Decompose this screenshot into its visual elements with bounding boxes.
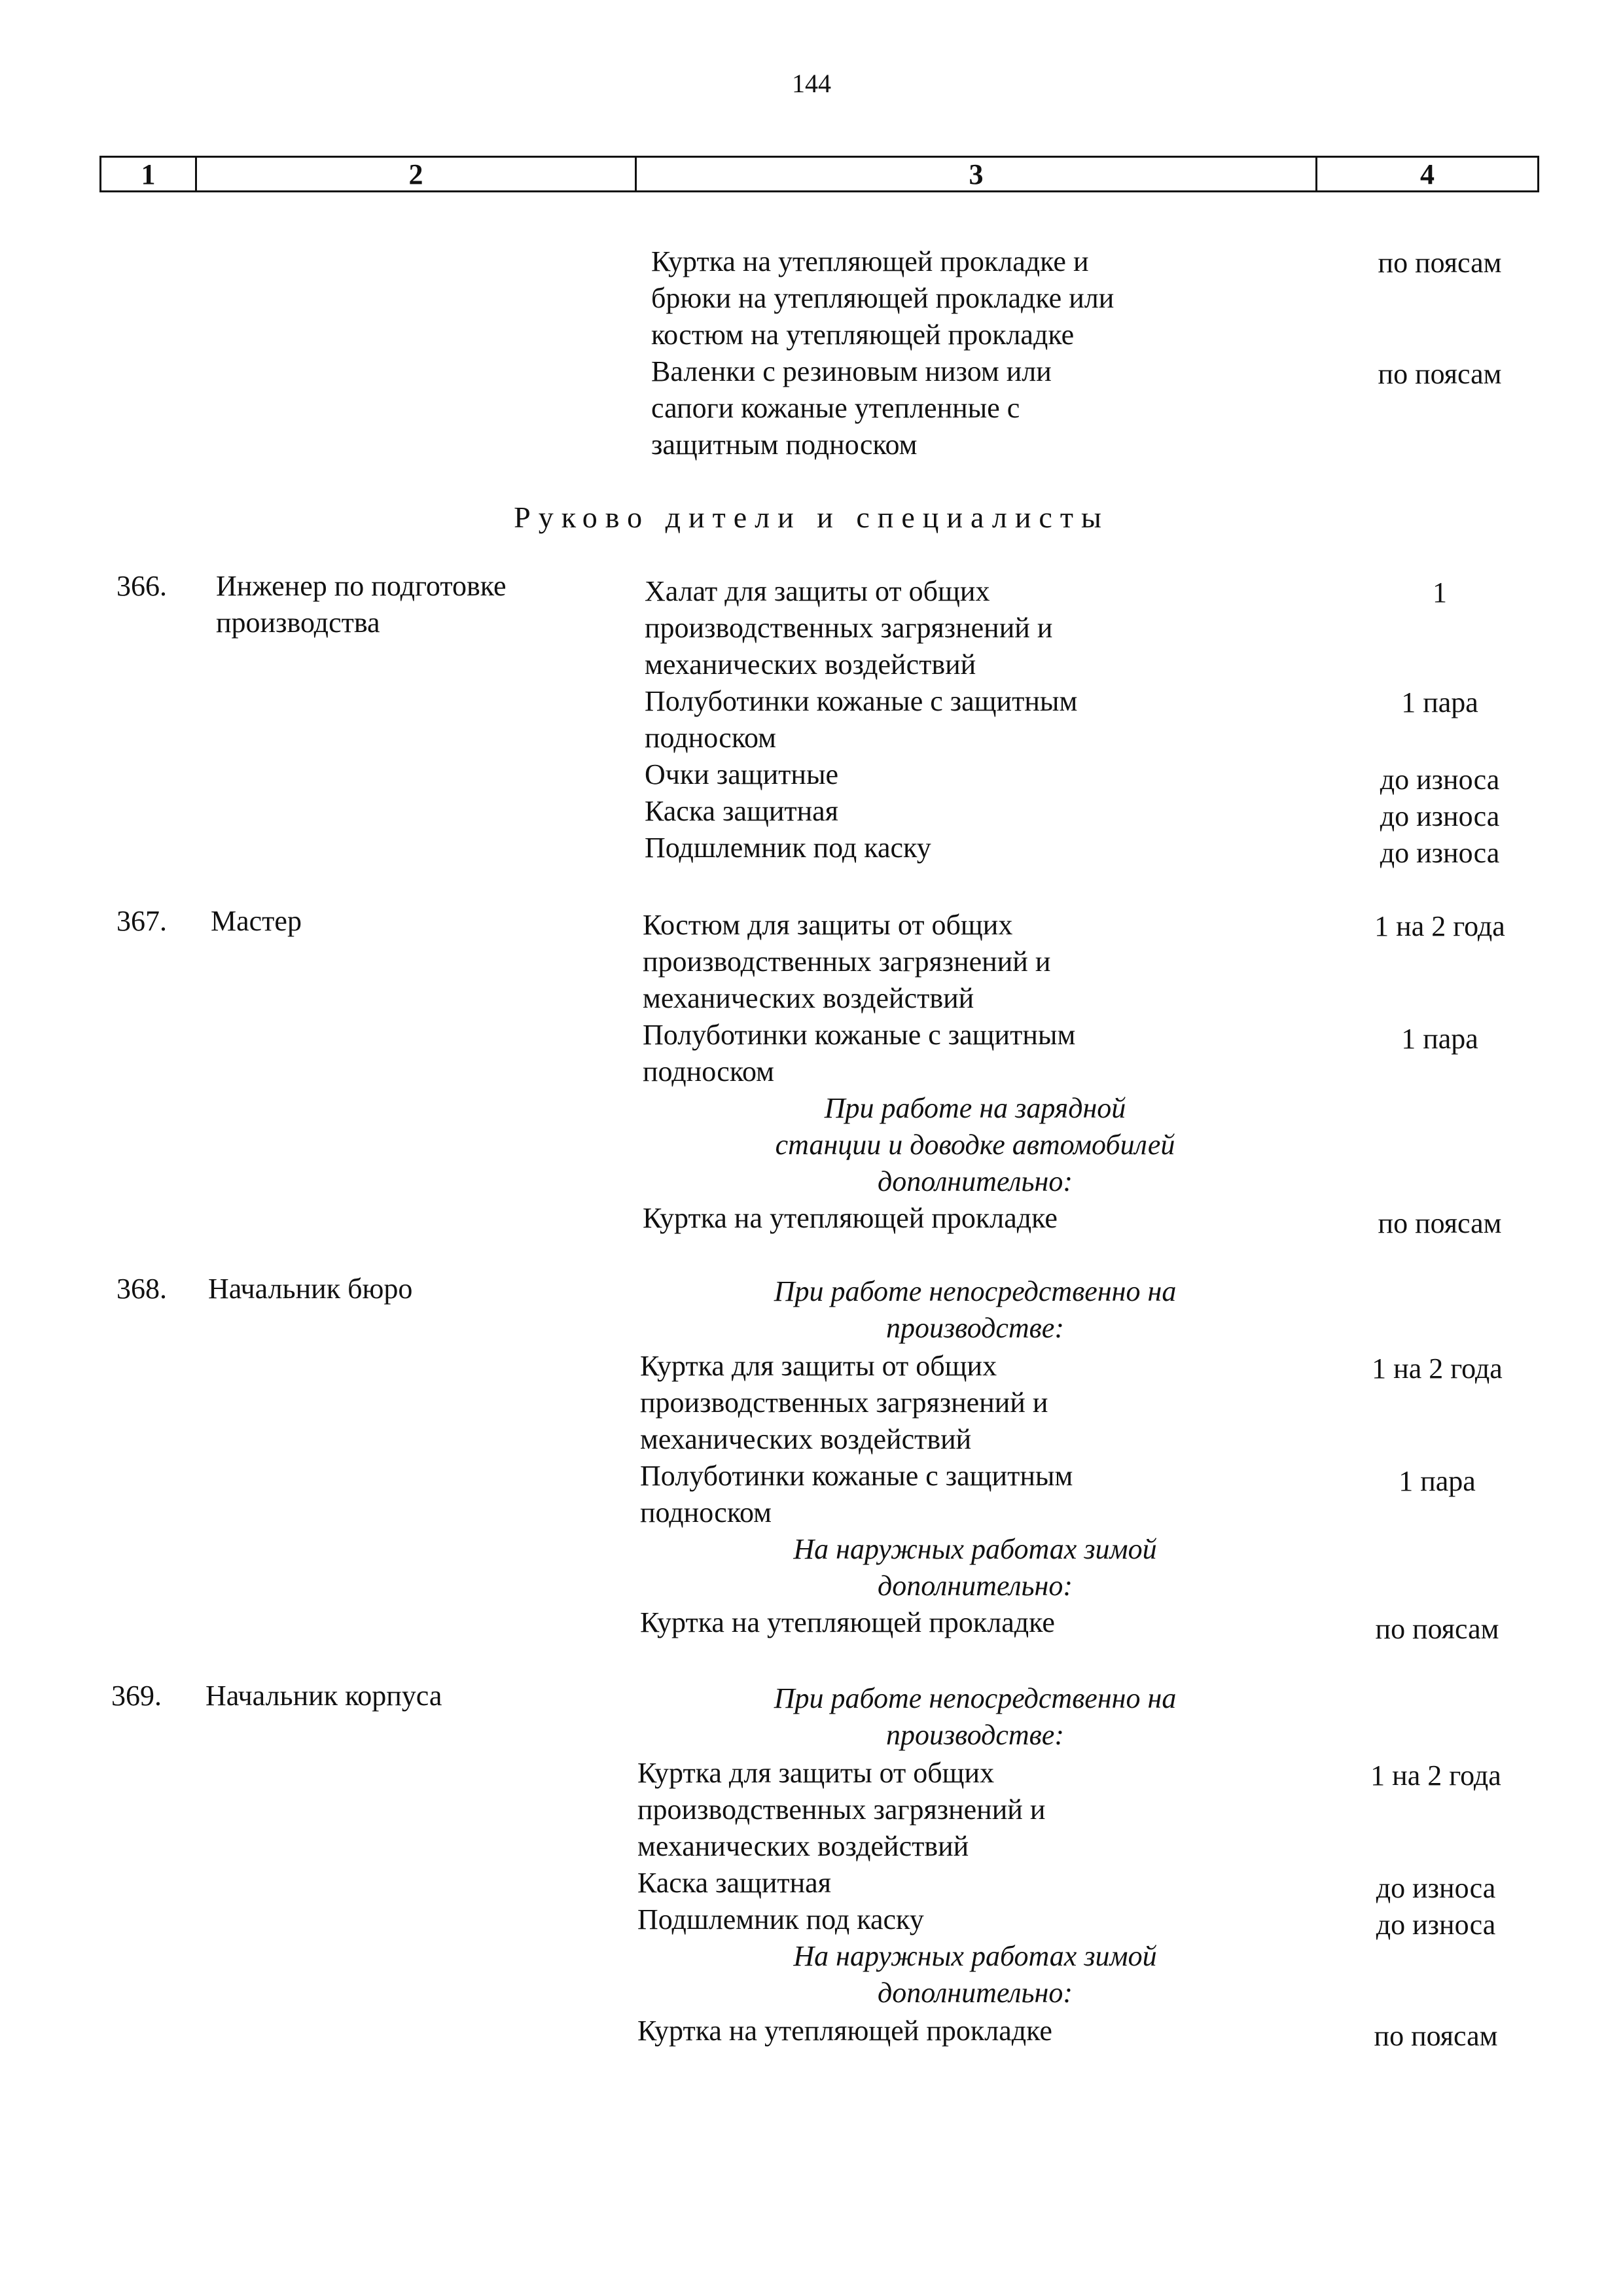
- condition-note: На наружных работах зимой: [793, 1533, 1157, 1565]
- ppe-item: производственных загрязнений и: [643, 945, 1051, 978]
- item-number: 369.: [111, 1680, 162, 1712]
- ppe-item: Каска защитная: [637, 1867, 831, 1899]
- column-header-4: 4: [1420, 158, 1435, 190]
- item-name: Начальник корпуса: [205, 1680, 442, 1712]
- item-name: Мастер: [211, 905, 302, 937]
- ppe-item: костюм на утепляющей прокладке: [651, 319, 1075, 351]
- ppe-item: Полуботинки кожаные с защитным: [645, 685, 1078, 717]
- ppe-item: сапоги кожаные утепленные с: [651, 392, 1020, 424]
- column-header-3: 3: [637, 158, 1317, 190]
- ppe-item: Подшлемник под каску: [637, 1903, 924, 1935]
- issue-norm: до износа: [1376, 1909, 1496, 1941]
- condition-note: На наружных работах зимой: [793, 1940, 1157, 1972]
- ppe-item: Куртка на утепляющей прокладке: [637, 2015, 1052, 2047]
- ppe-item: механических воздействий: [643, 982, 974, 1014]
- ppe-item: защитным подноском: [651, 429, 918, 461]
- issue-norm: 1 на 2 года: [1370, 1759, 1501, 1792]
- item-number: 367.: [116, 905, 167, 937]
- issue-norm: 1 на 2 года: [1372, 1352, 1503, 1385]
- ppe-item: подноском: [643, 1055, 774, 1087]
- issue-norm: 1: [1433, 576, 1447, 609]
- ppe-item: производственных загрязнений и: [637, 1793, 1046, 1826]
- column-header-2: 2: [197, 158, 637, 190]
- column-header-row: [99, 156, 1539, 192]
- condition-note: производстве:: [886, 1719, 1064, 1751]
- issue-norm: 1 на 2 года: [1374, 910, 1505, 942]
- ppe-item: Куртка на утепляющей прокладке и: [651, 245, 1089, 277]
- ppe-item: Каска защитная: [645, 795, 838, 827]
- issue-norm: по поясам: [1375, 1613, 1499, 1645]
- ppe-item: производственных загрязнений и: [645, 612, 1053, 644]
- ppe-item: Куртка на утепляющей прокладке: [643, 1202, 1058, 1234]
- condition-note: дополнительно:: [877, 1165, 1073, 1197]
- issue-norm: по поясам: [1378, 247, 1502, 279]
- ppe-item: Костюм для защиты от общих: [643, 909, 1013, 941]
- issue-norm: до износа: [1376, 1872, 1496, 1904]
- ppe-item: подноском: [640, 1496, 772, 1528]
- column-header-1: 1: [101, 158, 197, 190]
- ppe-item: механических воздействий: [645, 648, 976, 680]
- ppe-item: подноском: [645, 722, 776, 754]
- issue-norm: по поясам: [1374, 2020, 1498, 2052]
- ppe-item: Подшлемник под каску: [645, 832, 931, 864]
- ppe-item: Куртка на утепляющей прокладке: [640, 1606, 1055, 1638]
- ppe-item: механических воздействий: [637, 1830, 969, 1862]
- ppe-item: Куртка для защиты от общих: [640, 1350, 997, 1382]
- item-name: Начальник бюро: [208, 1273, 413, 1305]
- issue-norm: 1 пара: [1401, 686, 1478, 718]
- item-name: Инженер по подготовке: [216, 570, 507, 602]
- page-number: 144: [792, 69, 831, 98]
- issue-norm: по поясам: [1378, 358, 1502, 390]
- ppe-item: брюки на утепляющей прокладке или: [651, 282, 1115, 314]
- ppe-item: производственных загрязнений и: [640, 1386, 1048, 1419]
- issue-norm: до износа: [1380, 837, 1500, 869]
- item-number: 368.: [116, 1273, 167, 1305]
- issue-norm: до износа: [1380, 800, 1500, 832]
- condition-note: При работе на зарядной: [824, 1092, 1126, 1124]
- ppe-item: Валенки с резиновым низом или: [651, 355, 1052, 387]
- ppe-item: Полуботинки кожаные с защитным: [643, 1019, 1076, 1051]
- condition-note: станции и доводке автомобилей: [775, 1129, 1175, 1161]
- issue-norm: по поясам: [1378, 1207, 1502, 1239]
- item-name: производства: [216, 607, 380, 639]
- condition-note: При работе непосредственно на: [774, 1682, 1177, 1714]
- item-number: 366.: [116, 570, 167, 602]
- ppe-item: Очки защитные: [645, 758, 839, 790]
- condition-note: дополнительно:: [877, 1977, 1073, 2009]
- ppe-item: Халат для защиты от общих: [645, 575, 990, 607]
- issue-norm: до износа: [1380, 764, 1500, 796]
- issue-norm: 1 пара: [1401, 1023, 1478, 1055]
- issue-norm: 1 пара: [1399, 1465, 1476, 1497]
- ppe-item: Куртка для защиты от общих: [637, 1757, 995, 1789]
- ppe-item: Полуботинки кожаные с защитным: [640, 1460, 1073, 1492]
- condition-note: При работе непосредственно на: [774, 1275, 1177, 1307]
- section-title: Руково дители и специалисты: [514, 501, 1109, 534]
- condition-note: дополнительно:: [877, 1570, 1073, 1602]
- ppe-item: механических воздействий: [640, 1423, 972, 1455]
- condition-note: производстве:: [886, 1312, 1064, 1344]
